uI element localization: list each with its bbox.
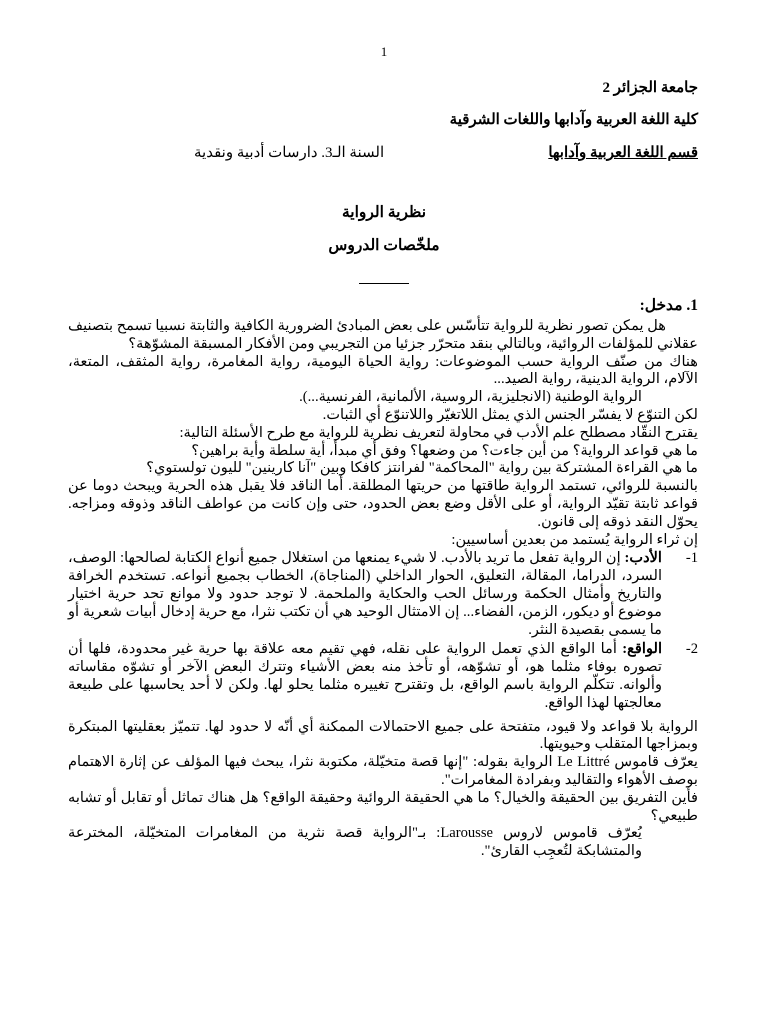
paragraph: فأين التفريق بين الحقيقة والخيال؟ ما هي الحقيقة الروائية وحقيقة الواقع؟ هل هناك تماثل أو تقابل أو تشابه طبيعي؟ — [68, 789, 698, 824]
list-number: 2- — [685, 641, 698, 658]
list-term: الأدب: — [624, 550, 662, 567]
paragraph: لكن التنوّع لا يفسّر الجنس الذي يمثل اللاتغيّر واللاتنوّع أي الثبات. — [322, 406, 698, 423]
list-term: الواقع: — [622, 641, 662, 658]
paragraph: ما هي القراءة المشتركة بين رواية "المحاكمة" لفرانتز كافكا وبين "آنا كارينين" لليون تولستوي؟ — [146, 460, 698, 477]
paragraph: يعرّف قاموس Le Littré الرواية بقوله: "إنها قصة متخيّلة، مكتوبة نثرا، يبحث فيها المؤلف عن إثارة الاهتمام بوصف الأهواء والتقاليد وبفرادة المغامرات". — [68, 754, 698, 788]
page-number: 1 — [380, 44, 388, 59]
paragraph: إن ثراء الرواية يُستمد من بعدين أساسيين: — [451, 531, 698, 548]
list-item-literature — [68, 550, 698, 639]
list-text: إن الرواية تفعل ما تريد بالأدب. لا شيء يمنعها من استغلال جميع أنواع الكتابة لصالحها: الوصف، السرد، الدراما، المقالة، التعليق، الحوار الداخلي (المناجاة)، الخطاب بجميع أنواعه. تستخدم الخرافة والتاريخ وأمثال الحكمة ورسائل الحب والحكاية والملحمة. لا توجد حدود ولا موانع تحد حرية اختيار موضوع أو ديكور، الزمن، الفضاء... إن الامتثال الوحيد هي أن تكتب نثرا، مع حرية إدخال أبيات شعرية أو ما يسمى بقصيدة النثر. — [68, 550, 662, 638]
document-subtitle: ملخّصات الدروس — [328, 237, 440, 254]
university-name: جامعة الجزائر 2 — [602, 80, 698, 96]
paragraph: الرواية بلا قواعد ولا قيود، متفتحة على جميع الاحتمالات الممكنة أي أنّه لا حدود لها. تتميّز بعقليتها المبتكرة وبمزاجها المتقلب وحيويتها. — [68, 718, 698, 753]
academic-year: السنة الـ3. دارسات أدبية ونقدية — [194, 145, 385, 161]
paragraph: يُعرّف قاموس لاروس Larousse: بـ"الرواية قصة نثرية من المغامرات المتخيّلة، المخترعة والمتشابكة لتُعجِب القارئ". — [68, 825, 642, 860]
list-text: أما الواقع الذي تعمل الرواية على نقله، فهي تقيم معه علاقة بها حرية غير محدودة، فلها أن تصوره بوفاء مثلما هو، أو تشوّهه، أو تأخذ منه بعض الأشياء وتترك البعض الآخر أو تشوّه مقاساته وألوانه. تتكلّم الرواية باسم الواقع، بل وتقترح تغييره مثلما يحلو لها. ولكن لا أحد يحاسبها على طبيعة معالجتها لهذا الواقع. — [68, 641, 662, 711]
paragraph: هناك من صنّف الرواية حسب الموضوعات: رواية الحياة اليومية، رواية المغامرة، رواية المثقف، المتعة، الآلام، الرواية الدينية، رواية الصيد... — [68, 353, 698, 388]
list-item-reality — [68, 641, 698, 712]
faculty-name: كلية اللغة العربية وآدابها واللغات الشرقية — [449, 112, 698, 128]
paragraph: بالنسبة للروائي، تستمد الرواية طاقتها من حريتها المطلقة. أما الناقد فلا يقبل هذه الحرية ويبحث دوما عن قواعد ثابتة تقيّد الرواية، أو على الأقل وضع بعض الحدود، حتى وإن كانت من عواطف الناقد وذوقه ومزاجه. يحوّل النقد ذوقه إلى قانون. — [68, 478, 698, 530]
section-heading: 1. مدخل: — [639, 297, 698, 314]
title-divider — [359, 283, 409, 284]
paragraph: يقترح النقّاد مصطلح علم الأدب في محاولة لتعريف نظرية للرواية مع طرح الأسئلة التالية: — [179, 424, 698, 441]
department-name: قسم اللغة العربية وآدابها — [548, 145, 698, 161]
list-number: 1- — [685, 550, 698, 567]
document-title: نظرية الرواية — [341, 204, 427, 221]
paragraph: ما هي قواعد الرواية؟ من أين جاءت؟ من وضعها؟ وفق أي مبدأ، أية سلطة وأية براهين؟ — [191, 442, 698, 459]
intro-paragraph: هل يمكن تصور نظرية للرواية تتأسّس على بعض المبادئ الضرورية الكافية والثابتة نسبيا تسمح بتصنيف عقلاني للمؤلفات الروائية، وبالتالي بنقد متحرّر جزئيا من التجريبي ومن الأفكار المسبقة المشوّهة؟ — [68, 318, 698, 352]
paragraph: الرواية الوطنية (الانجليزية، الروسية، الألمانية، الفرنسية...). — [299, 389, 642, 406]
document-body — [68, 318, 698, 861]
